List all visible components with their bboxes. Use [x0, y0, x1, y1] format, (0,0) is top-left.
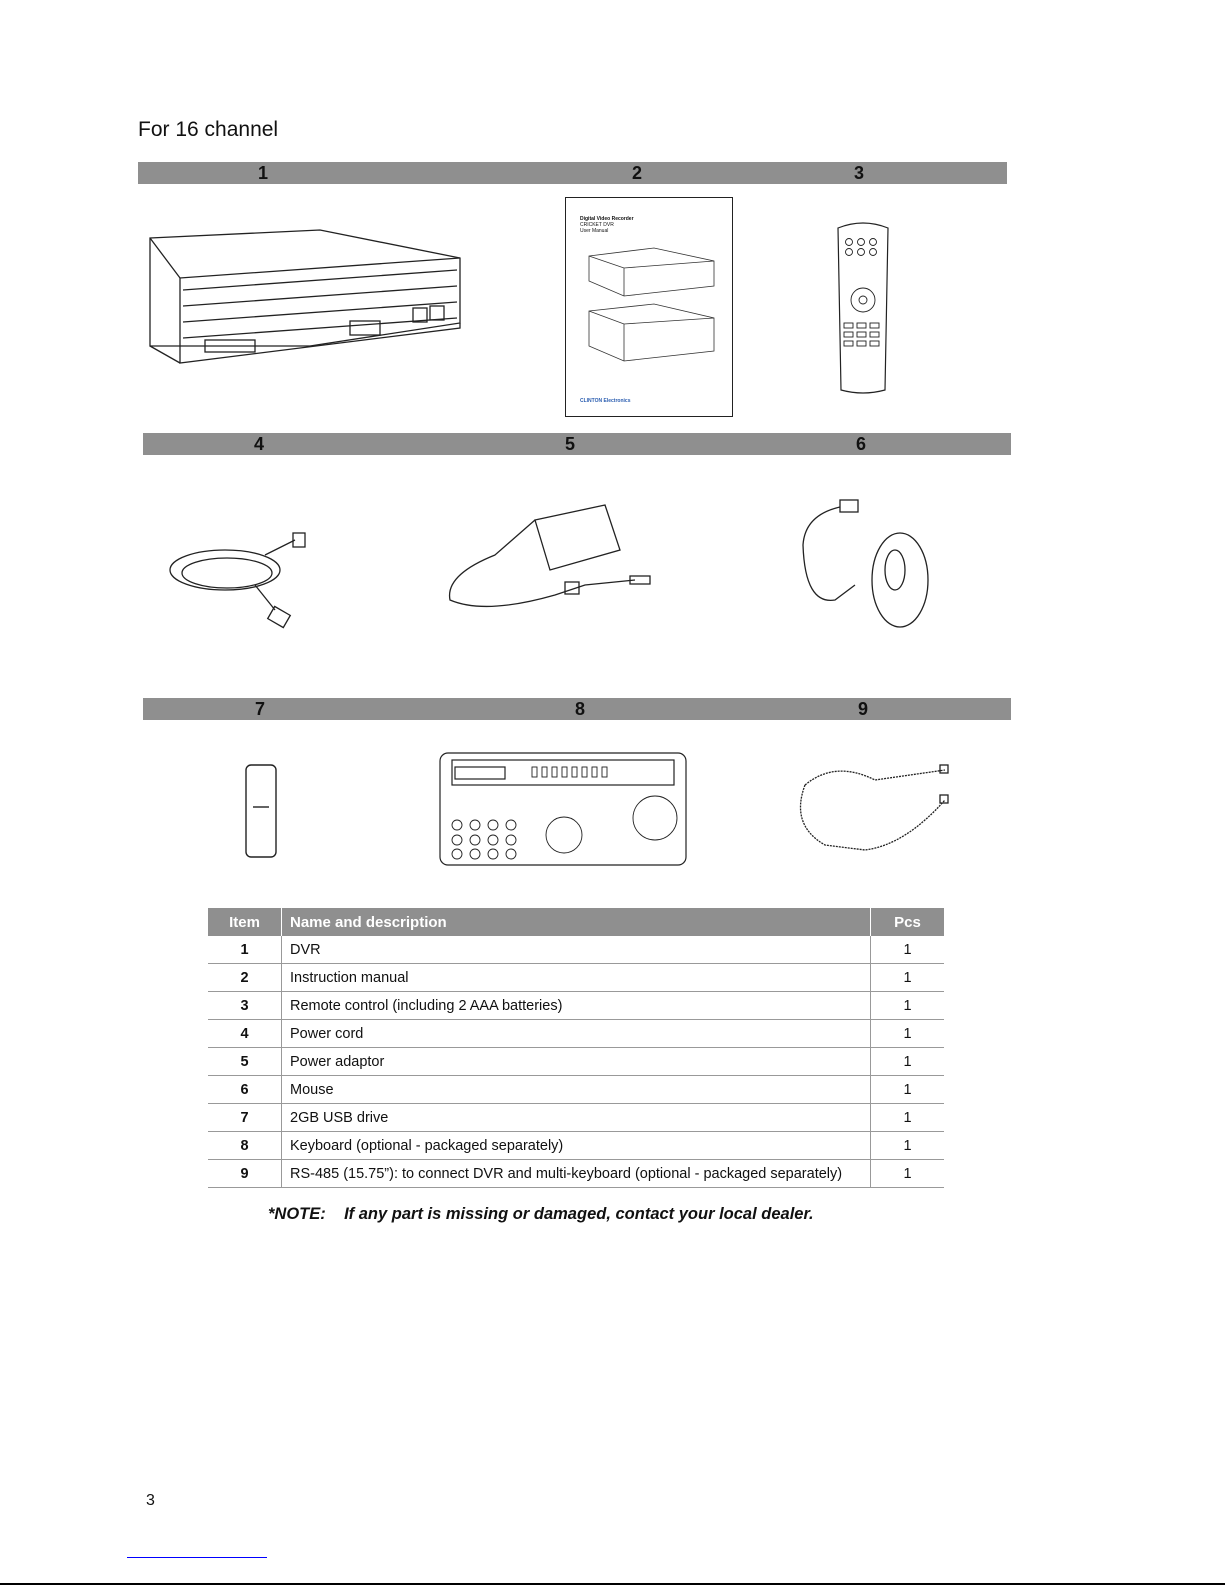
cell-item: 7	[208, 1104, 282, 1132]
cell-pcs: 1	[871, 1132, 945, 1160]
cell-pcs: 1	[871, 1160, 945, 1188]
contents-table	[208, 908, 944, 1188]
cell-name: Keyboard (optional - packaged separately)	[282, 1132, 871, 1160]
cell-pcs: 1	[871, 936, 945, 964]
power-adaptor-illustration	[435, 500, 665, 620]
cell-item: 5	[208, 1048, 282, 1076]
item-number: 3	[853, 163, 865, 183]
item-number: 8	[574, 699, 586, 719]
cell-name: Power cord	[282, 1020, 871, 1048]
dvr-illustration	[145, 228, 465, 368]
cell-pcs: 1	[871, 1020, 945, 1048]
cell-name: Power adaptor	[282, 1048, 871, 1076]
cell-name: Instruction manual	[282, 964, 871, 992]
cell-pcs: 1	[871, 964, 945, 992]
cell-item: 9	[208, 1160, 282, 1188]
note-text: *NOTE: If any part is missing or damaged, contact your local dealer.	[268, 1205, 814, 1223]
table-row	[208, 1160, 944, 1188]
item-number: 6	[855, 434, 867, 454]
item-number: 4	[253, 434, 265, 454]
header-item: Item	[208, 908, 282, 936]
table-row	[208, 1020, 944, 1048]
table-header-row	[208, 908, 944, 936]
header-name: Name and description	[282, 908, 871, 936]
mouse-illustration	[795, 495, 935, 635]
header-pcs: Pcs	[871, 908, 945, 936]
section-title: For 16 channel	[138, 118, 279, 141]
cell-name: 2GB USB drive	[282, 1104, 871, 1132]
table-row	[208, 992, 944, 1020]
cell-name: Remote control (including 2 AAA batteries)	[282, 992, 871, 1020]
cover-brand: CLINTON Electronics	[580, 398, 631, 404]
table-row	[208, 1048, 944, 1076]
hyperlink-underline	[127, 1557, 267, 1558]
keyboard-illustration	[437, 750, 689, 868]
cell-item: 6	[208, 1076, 282, 1104]
cover-subtitle: CRICKET DVR	[580, 222, 614, 228]
power-cord-illustration	[165, 525, 315, 635]
cell-name: RS-485 (15.75”): to connect DVR and multi-keyboard (optional - packaged separately)	[282, 1160, 871, 1188]
cell-pcs: 1	[871, 1104, 945, 1132]
item-header-bar-2	[143, 433, 1011, 455]
cell-item: 4	[208, 1020, 282, 1048]
remote-control-illustration	[835, 220, 895, 396]
rs485-cable-illustration	[795, 765, 955, 855]
cover-doc-type: User Manual	[580, 228, 609, 234]
cell-item: 2	[208, 964, 282, 992]
cell-pcs: 1	[871, 1076, 945, 1104]
dvr-drawing	[584, 246, 719, 366]
instruction-manual-illustration	[565, 197, 733, 417]
cell-name: Mouse	[282, 1076, 871, 1104]
cell-pcs: 1	[871, 1048, 945, 1076]
item-header-bar-3	[143, 698, 1011, 720]
cell-item: 8	[208, 1132, 282, 1160]
table-row	[208, 964, 944, 992]
cover-heading: Digital Video Recorder	[580, 216, 634, 222]
table-row	[208, 1076, 944, 1104]
cell-name: DVR	[282, 936, 871, 964]
table-row	[208, 1104, 944, 1132]
item-header-bar-1	[138, 162, 1007, 184]
item-number: 5	[564, 434, 576, 454]
table-row	[208, 1132, 944, 1160]
item-number: 1	[257, 163, 269, 183]
item-number: 9	[857, 699, 869, 719]
cell-item: 3	[208, 992, 282, 1020]
page-number: 3	[146, 1492, 155, 1509]
table-row	[208, 936, 944, 964]
item-number: 2	[631, 163, 643, 183]
item-number: 7	[254, 699, 266, 719]
cell-pcs: 1	[871, 992, 945, 1020]
cell-item: 1	[208, 936, 282, 964]
usb-drive-illustration	[243, 762, 283, 860]
